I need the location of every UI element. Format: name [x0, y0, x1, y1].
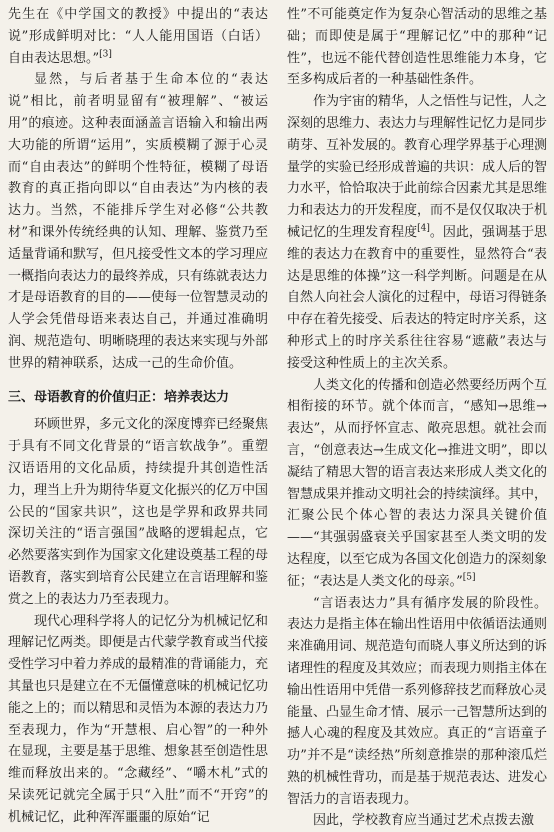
- paragraph: [8, 4, 268, 69]
- right-column: [287, 4, 547, 832]
- paragraph: 因此，学校教育应当通过艺术点拨去激: [313, 813, 535, 829]
- paragraph: 显然，与后者基于生命本位的“表达说”相比，前者明显留有“被理解”、“被运用”的痕迹。这种表面涵盖言语输入和输出两大功能的所谓“运用”，实质模糊了源于心灵而“自由表达”的鲜明个性特征，模糊了母语教育的真正指向即以“自由表达”为内核的表达力。当然，不能排斥学生对必修“公共教材”和课外传统经典的认知、理解、鉴赏乃至适量背诵和默写，但凡接受性文本的学习理应一概指向表达力的最终养成，只有练就表达力才是母语教育的目的——使每一位智慧灵动的人学会凭借母语来表达自己，并通过准确明润、规范造句、明晰晓理的表达来实现与外部世界的精神联系，达成一己的生命价值。: [8, 72, 269, 371]
- paragraph-text: 人类文化的传播和创造必然要经历两个互相衔接的环节。就个体而言，“感知→思维→表达”，从而抒怀宣志、敞亮思想。就社会而言，“创意表达→生成文化→推进文明”，即以凝结了精思大智的语言表达来形成人类文化的智慧成果并推动文明社会的持续演绎。其中，汇聚公民个体心智的表达力深具关键价值——“其强弱盛衰关乎国家甚至人类文明的发达程度，以至它成为各国文化创造力的深刻象征；“表达是人类文化的母亲。”: [287, 377, 548, 589]
- paragraph: 环顾世界，多元文化的深度博弈已经聚焦于具有不同文化背景的“语言软战争”。重塑汉语语用的文化品质，持续提升其创造性活力，理当上升为期待华夏文化振兴的亿万中国公民的“国家共识”，这也是学界和政界共同深切关注的“语言强国”战略的逻辑起点，它必然要落实到作为国家文化建设奠基工程的母语教育，落实到培育公民建立在言语理解和鉴赏之上的表达力乃至表现力。: [8, 417, 269, 607]
- left-column: [8, 4, 268, 828]
- citation-ref: [5]: [462, 572, 476, 583]
- paragraph-text: 。因此，强调基于思维的表达力在教育中的重要性，显然符合“表达是思维的体操”这一科学判断。问题是在从自然人向社会人演化的过程中，母语习得链条中存在着先接受、后表达的特定时序关系，这种形式上的时序关系往往容易“遮蔽”表达与接受这种性质上的主次关系。: [287, 224, 548, 371]
- citation-ref: [3]: [99, 49, 112, 60]
- paragraph-text: 先生在《中学国文的教授》中提出的“表达说”形成鲜明对比：“人人能用国语（白话）自由表达思想。”: [8, 7, 268, 66]
- paragraph: 性”不可能奠定作为复杂心智活动的思维之基础；而即使是属于“理解记忆”中的那种“记性”，也远不能代替创造性思维能力本身，它至多构成后者的一种基础性条件。: [287, 7, 547, 88]
- paragraph: 现代心理科学将人的记忆分为机械记忆和理解记忆两类。即便是古代蒙学教育或当代接受性学习中着力养成的最精准的背诵能力，充其量也只是建立在不无僵懂意味的机械记忆功能之上的；而以精思和灵悟为本源的表达力乃至表现力，作为“开慧根、启心智”的一种外在显现，主要是基于思维、想象甚至创造性思维而释放出来的。“念藏经”、“嚼木札”式的呆读死记就完全属于只“入肚”而不“开窍”的机械记忆，此种浑浑噩噩的原始“记: [8, 613, 269, 825]
- section-heading: 三、母语教育的价值归正：培养表达力: [8, 389, 230, 405]
- paragraph: “言语表达力”具有循序发展的阶段性。表达力是指主体在输出性语用中依循语法通则来准确用词、规范造句而晓人事义所达到的诉诸理性的程度及其效应；而表现力则指主体在输出性语用中凭借一系列修辞技艺而释放心灵能量、凸显生命才情、展示一己智慧所达到的撼人心魂的程度及其效应。真正的“言语童子功”并不是“读经热”所刻意推崇的那种滚瓜烂熟的机械性背功，而是基于规范表达、进发心智活力的言语表现力。: [287, 595, 548, 807]
- paragraph-text: 作为宇宙的精华，人之悟性与记性，人之深刻的思维力、表达力与理解性记忆力是同步萌芽、互补发展的。教育心理学界基于心理测量学的实验已经形成普遍的共识：成人后的智力水平，恰恰取决于此前综合因素尤其是思维力和表达力的开发程度，而不是仅仅取决于机械记忆的生理发育程度: [287, 94, 548, 240]
- paragraph: [287, 91, 547, 374]
- citation-ref: [4]: [417, 223, 430, 234]
- paragraph: [287, 375, 547, 593]
